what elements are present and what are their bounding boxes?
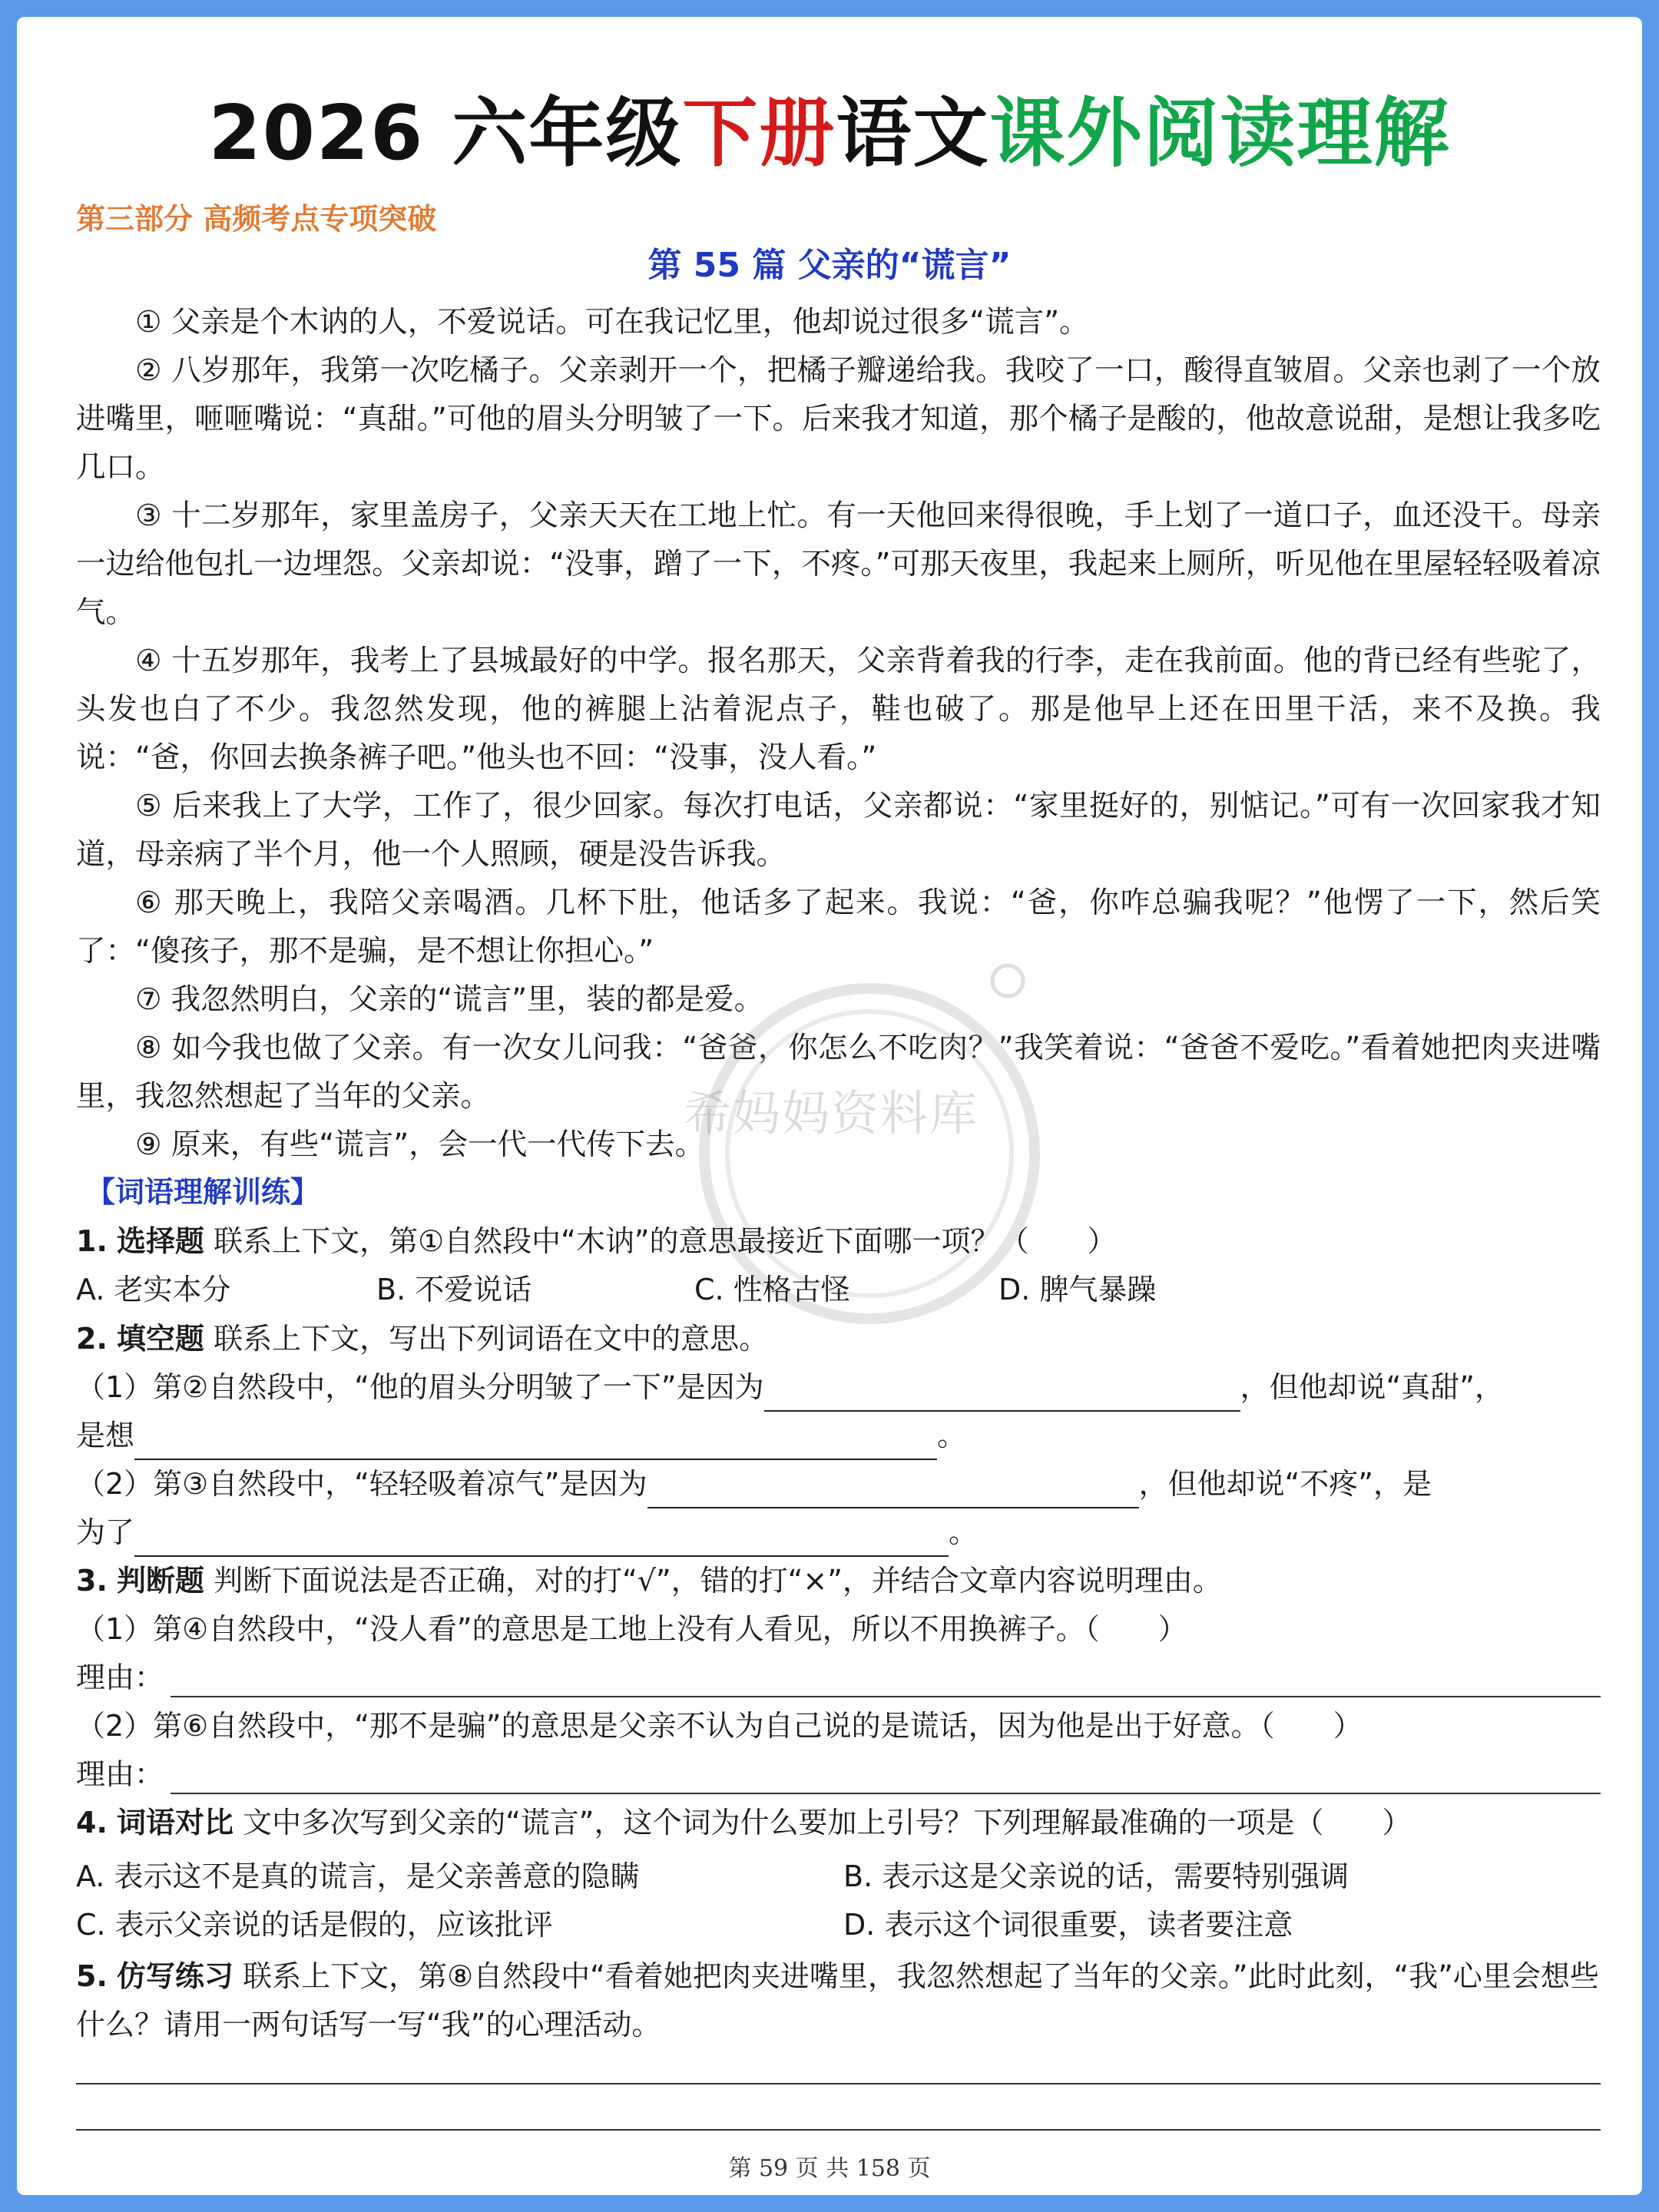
article-title: 第 55 篇 父亲的“谎言” [647,246,1012,285]
q2-sub-1-lead: 是想 [76,1419,135,1452]
paragraph-2: ② 八岁那年，我第一次吃橘子。父亲剥开一个，把橘子瓣递给我。我咬了一口，酸得直皱眉。父亲也剥了一个放进嘴里，咂咂嘴说：“真甜。”可他的眉头分明皱了一下。后来我才知道，那个橘子是酸的，他故意说甜，是想让我多吃几口。 [76,353,1601,485]
paragraph-6: ⑥ 那天晚上，我陪父亲喝酒。几杯下肚，他话多了起来。我说：“爸，你咋总骗我呢？”他愣了一下，然后笑了：“傻孩子，那不是骗，是不想让你担心。” [76,886,1601,969]
q1-option-b[interactable]: B. 不爱说话 [376,1273,532,1306]
q2-sub-1-end: 。 [937,1419,967,1452]
q2-sub-1-line-2 [76,1412,1604,1460]
section-label: 第三部分 高频考点专项突破 [76,202,437,236]
q2-type: 填空题 [116,1322,204,1356]
exercise-heading: 【词语理解训练】 [86,1175,320,1209]
q3-type: 判断题 [116,1564,204,1598]
q4-option-b[interactable]: B. 表示这是父亲说的话，需要特别强调 [843,1859,1349,1893]
title-volume: 下册 [682,90,836,177]
q5-answer-line-1[interactable] [76,2083,1601,2085]
q3-sub-2: （2）第⑥自然段中，“那不是骗”的意思是父亲不认为自己说的是谎话，因为他是出于好意。（ ） [76,1709,1363,1743]
question-3 [76,1557,1604,1605]
q5-answer-line-2[interactable] [76,2129,1601,2131]
paragraph-7: ⑦ 我忽然明白，父亲的“谎言”里，装的都是爱。 [135,982,764,1017]
q1-type: 选择题 [116,1224,204,1258]
question-1 [76,1217,1604,1266]
q2-sub-2-blank-2[interactable] [134,1525,949,1557]
page-number: 第 59 页 共 158 页 [728,2155,931,2182]
q1-option-d[interactable]: D. 脾气暴躁 [998,1273,1157,1306]
q3-sub-1-answer-line[interactable] [171,1696,1601,1697]
worksheet-page [17,17,1642,2195]
q3-text: 判断下面说法是否正确，对的打“√”，错的打“×”，并结合文章内容说明理由。 [214,1564,1222,1598]
q4-number: 4. [76,1806,108,1839]
q2-sub-1-blank-1[interactable] [764,1379,1240,1412]
title-topic: 课外阅读理解 [989,90,1451,177]
q2-sub-2-lead: 为了 [76,1515,135,1549]
q4-text: 文中多次写到父亲的“谎言”，这个词为什么要加上引号？下列理解最准确的一项是（ ） [243,1806,1412,1839]
q2-sub-2-end: 。 [949,1515,979,1549]
q3-sub-2-reason-label: 理由： [76,1757,164,1791]
question-4 [76,1799,1604,1847]
q4-option-a[interactable]: A. 表示这不是真的谎言，是父亲善意的隐瞒 [76,1859,640,1893]
q4-type: 词语对比 [116,1806,233,1839]
paragraph-4: ④ 十五岁那年，我考上了县城最好的中学。报名那天，父亲背着我的行李，走在我前面。他的背已经有些驼了，头发也白了不少。我忽然发现，他的裤腿上沾着泥点子，鞋也破了。那是他早上还在田里干活，来不及换。我说：“爸，你回去换条裤子吧。”他头也不回：“没事，没人看。” [76,644,1601,775]
q5-text: 联系上下文，第⑧自然段中“看着她把肉夹进嘴里，我忽然想起了当年的父亲。”此时此刻，“我”心里会想些什么？请用一两句话写一写“我”的心理活动。 [76,1959,1599,2041]
q1-number: 1. [76,1224,108,1258]
q5-number: 5. [76,1959,108,1993]
q3-number: 3. [76,1564,108,1598]
q1-option-c[interactable]: C. 性格古怪 [694,1273,850,1306]
question-2 [76,1315,1604,1363]
q2-number: 2. [76,1322,108,1356]
q2-sub-1-prompt: （1）第②自然段中，“他的眉头分明皱了一下”是因为 [76,1370,764,1404]
watermark-text: 希妈妈资料库 [684,1085,979,1141]
q2-sub-1-middle: ，但他却说“真甜”， [1240,1370,1504,1404]
q5-type: 仿写练习 [116,1959,233,1993]
q2-sub-2-middle: ，但他却说“不疼”，是 [1138,1467,1432,1501]
question-5 [76,1952,1604,2049]
q3-sub-1: （1）第④自然段中，“没人看”的意思是工地上没有人看见，所以不用换裤子。（ ） [76,1612,1187,1646]
q2-sub-1-blank-2[interactable] [134,1428,937,1460]
q2-sub-2-blank-1[interactable] [647,1476,1139,1508]
title-subject: 语文 [836,90,990,177]
q1-option-a[interactable]: A. 老实本分 [76,1273,231,1306]
q2-sub-2-line-2 [76,1508,1604,1557]
q3-sub-2-answer-line[interactable] [171,1793,1601,1794]
q2-sub-1 [76,1363,1604,1412]
title-grade: 六年级 [452,90,683,177]
q1-text: 联系上下文，第①自然段中“木讷”的意思最接近下面哪一项？（ ） [214,1224,1117,1258]
q3-sub-1-reason-label: 理由： [76,1661,164,1694]
q4-option-d[interactable]: D. 表示这个词很重要，读者要注意 [843,1908,1293,1942]
q2-sub-2 [76,1460,1604,1508]
paragraph-3: ③ 十二岁那年，家里盖房子，父亲天天在工地上忙。有一天他回来得很晚，手上划了一道口子，血还没干。母亲一边给他包扎一边埋怨。父亲却说：“没事，蹭了一下，不疼。”可那天夜里，我起来上厕所，听见他在里屋轻轻吸着凉气。 [76,498,1601,630]
paragraph-1: ① 父亲是个木讷的人，不爱说话。可在我记忆里，他却说过很多“谎言”。 [135,305,1089,339]
q4-option-c[interactable]: C. 表示父亲说的话是假的，应该批评 [76,1908,553,1942]
paragraph-9: ⑨ 原来，有些“谎言”，会一代一代传下去。 [135,1128,705,1162]
paragraph-8: ⑧ 如今我也做了父亲。有一次女儿问我：“爸爸，你怎么不吃肉？”我笑着说：“爸爸不爱吃。”看着她把肉夹进嘴里，我忽然想起了当年的父亲。 [76,1031,1601,1114]
paragraph-5: ⑤ 后来我上了大学，工作了，很少回家。每次打电话，父亲都说：“家里挺好的，别惦记。”可有一次回家我才知道，母亲病了半个月，他一个人照顾，硬是没告诉我。 [76,789,1601,872]
page-title [17,88,1642,180]
title-year: 2026 [208,90,425,177]
q2-sub-2-prompt: （2）第③自然段中，“轻轻吸着凉气”是因为 [76,1467,647,1501]
q2-text: 联系上下文，写出下列词语在文中的意思。 [214,1322,769,1356]
